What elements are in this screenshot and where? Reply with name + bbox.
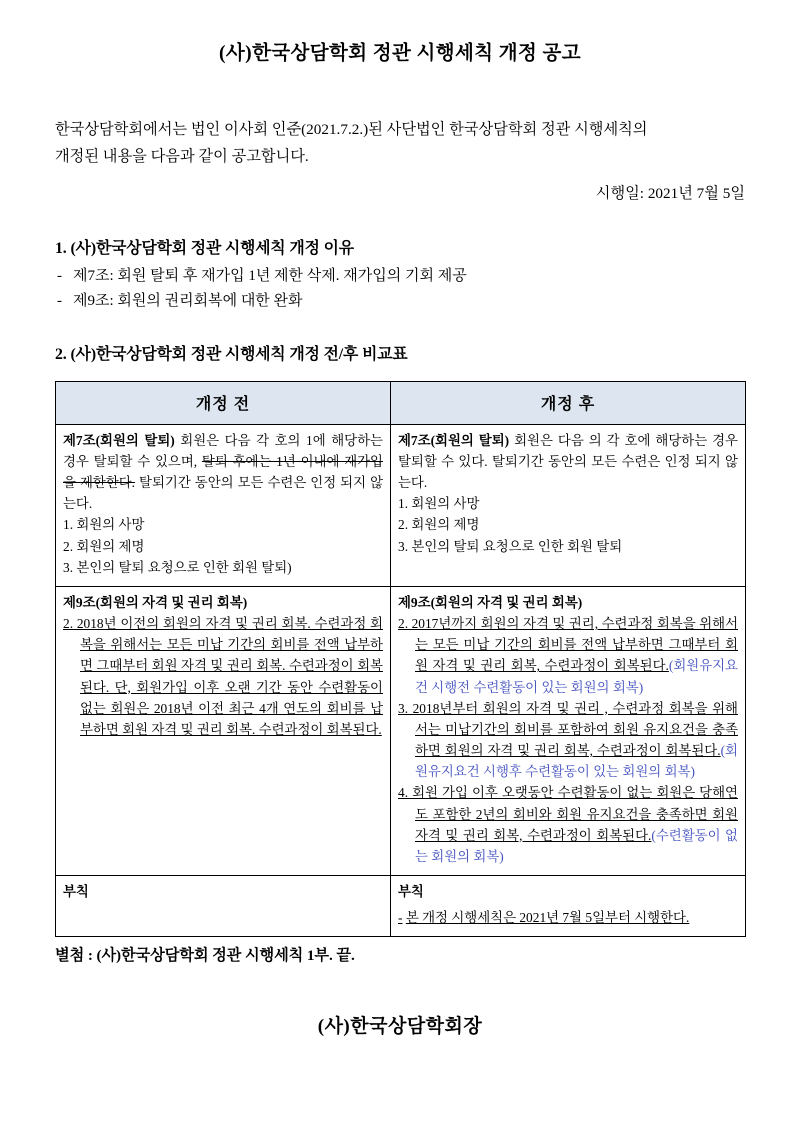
dash-marker: -: [57, 268, 62, 285]
dash-marker: -: [57, 292, 62, 309]
table-header-row: [56, 381, 746, 424]
article7-after-heading: 제7조(회원의 탈퇴): [398, 432, 510, 448]
comparison-table: [55, 381, 746, 938]
attachment-note: 별첨 : (사)한국상담학회 정관 시행세칙 1부. 끝.: [55, 947, 355, 965]
addendum-item: [398, 904, 738, 928]
section-comparison: [55, 343, 745, 937]
cell-before-article9: [56, 586, 391, 875]
list-item: [398, 613, 738, 698]
list-item: [55, 264, 745, 288]
article9-after-item-2-note: (회원유지요건 시행전 수련활동이 있는 회원의 회복): [415, 658, 738, 695]
list-item: [398, 782, 738, 867]
section-reasons: [55, 237, 745, 313]
article9-after-item-4-note: (수련활동이 없는 회원의 회복): [415, 827, 738, 864]
list-item: 3. 본인의 탈퇴 요청으로 인한 회원 탈퇴: [398, 538, 623, 554]
article9-before-heading: 제9조(회원의 자격 및 권리 회복): [63, 594, 248, 610]
reason-list: [55, 264, 745, 313]
cell-after-article7: [391, 424, 746, 586]
article9-before-item-2: 2. 2018년 이전의 회원의 자격 및 권리 회복. 수련과정 회복을 위해서는 모든 미납 기간의 회비를 전액 납부하면 그때부터 회원 자격 및 권리 회복. 수련과정이 회복된다. 단, 회원가입 이후 오랜 기간 동안 수련활동이 없는 회원은 2018년 이전 최근 4개 연도의 회비를 납부하면 회원 자격 및 권리 회복. 수련과정이 회복된다.: [63, 616, 383, 737]
article7-before-lead-2: 탈퇴기간 동안의 모든 수련은 인정 되지 않는다.: [63, 474, 384, 512]
list-item: 2. 회원의 제명: [398, 517, 480, 533]
column-header-after: 개정 후: [391, 381, 746, 424]
article7-before-heading: 제7조(회원의 탈퇴): [63, 432, 175, 448]
article7-after-paragraph: [398, 430, 738, 494]
article9-after-heading: 제9조(회원의 자격 및 권리 회복): [398, 594, 583, 610]
list-item: [398, 698, 738, 783]
addendum-before-heading: 부칙: [63, 884, 89, 900]
article9-after-item-2: 2. 2017년까지 회원의 자격 및 권리, 수련과정 회복을 위해서는 모든 미납 기간의 회비를 전액 납부하면 그때부터 회원 자격 및 권리 회복, 수련과정이 회복된다.: [398, 616, 738, 674]
intro-line-2: 개정된 내용을 다음과 같이 공고합니다.: [55, 147, 309, 165]
article9-after-item-3-note: (회원유지요건 시행후 수련활동이 있는 회원의 회복): [415, 743, 738, 780]
intro-paragraph: [55, 117, 745, 169]
addendum-after-heading: 부칙: [398, 884, 424, 900]
cell-after-article9: [391, 586, 746, 875]
article7-before-struck-text: 탈퇴 후에는 1년 이내에 재가입을 제한한다.: [63, 453, 383, 490]
page-title: (사)한국상담학회 정관 시행세칙 개정 공고: [219, 43, 581, 64]
list-item: [63, 613, 383, 740]
section-1-heading: 1. (사)한국상담학회 정관 시행세칙 개정 이유: [55, 239, 354, 257]
list-item: 2. 회원의 제명: [63, 538, 145, 554]
addendum-dash: -: [398, 910, 403, 926]
table-row: [56, 876, 746, 937]
article9-after-item-4: 4. 회원 가입 이후 오랫동안 수련활동이 없는 회원은 당해연도 포함한 2년의 회비와 회원 유지요건을 충족하면 회원 자격 및 권리 회복, 수련과정이 회복된다.: [398, 785, 738, 843]
addendum-text: 본 개정 시행세칙은 2021년 7월 5일부터 시행한다.: [405, 910, 690, 926]
list-item: [55, 289, 745, 313]
list-item: 1. 회원의 사망: [63, 517, 145, 533]
table-row: [56, 586, 746, 875]
article7-after-lead: 회원은 다음 의 각 호에 해당하는 경우 탈퇴할 수 있다. 탈퇴기간 동안의 모든 수련은 인정 되지 않는다.: [398, 432, 738, 490]
article7-before-paragraph: [63, 430, 383, 515]
cell-after-addendum: [391, 876, 746, 937]
column-header-before: 개정 전: [56, 381, 391, 424]
intro-line-1: 한국상담학회에서는 법인 이사회 인준(2021.7.2.)된 사단법인 한국상담학회 정관 시행세칙의: [55, 121, 648, 139]
cell-before-addendum: [56, 876, 391, 937]
list-item: 3. 본인의 탈퇴 요청으로 인한 회원 탈퇴): [63, 559, 292, 575]
table-row: [56, 424, 746, 586]
reason-text: 제7조: 회원 탈퇴 후 재가입 1년 제한 삭제. 재가입의 기회 제공: [73, 268, 467, 285]
signature-line: (사)한국상담학회장: [317, 1016, 483, 1038]
effective-date: 시행일: 2021년 7월 5일: [595, 184, 745, 202]
list-item: 1. 회원의 사망: [398, 496, 480, 512]
article9-after-item-3: 3. 2018년부터 회원의 자격 및 권리 , 수련과정 회복을 위해서는 미납기간의 회비를 포함하여 회원 유지요건을 충족하면 회원의 자격 및 권리 회복, 수련과정이 회복된다.: [398, 700, 738, 759]
cell-before-article7: [56, 424, 391, 586]
section-2-heading: 2. (사)한국상담학회 정관 시행세칙 개정 전/후 비교표: [55, 345, 408, 363]
article7-before-lead-1: 회원은 다음 각 호의 1에 해당하는 경우 탈퇴할 수 있으며,: [63, 432, 383, 469]
reason-text: 제9조: 회원의 권리회복에 대한 완화: [73, 292, 303, 309]
